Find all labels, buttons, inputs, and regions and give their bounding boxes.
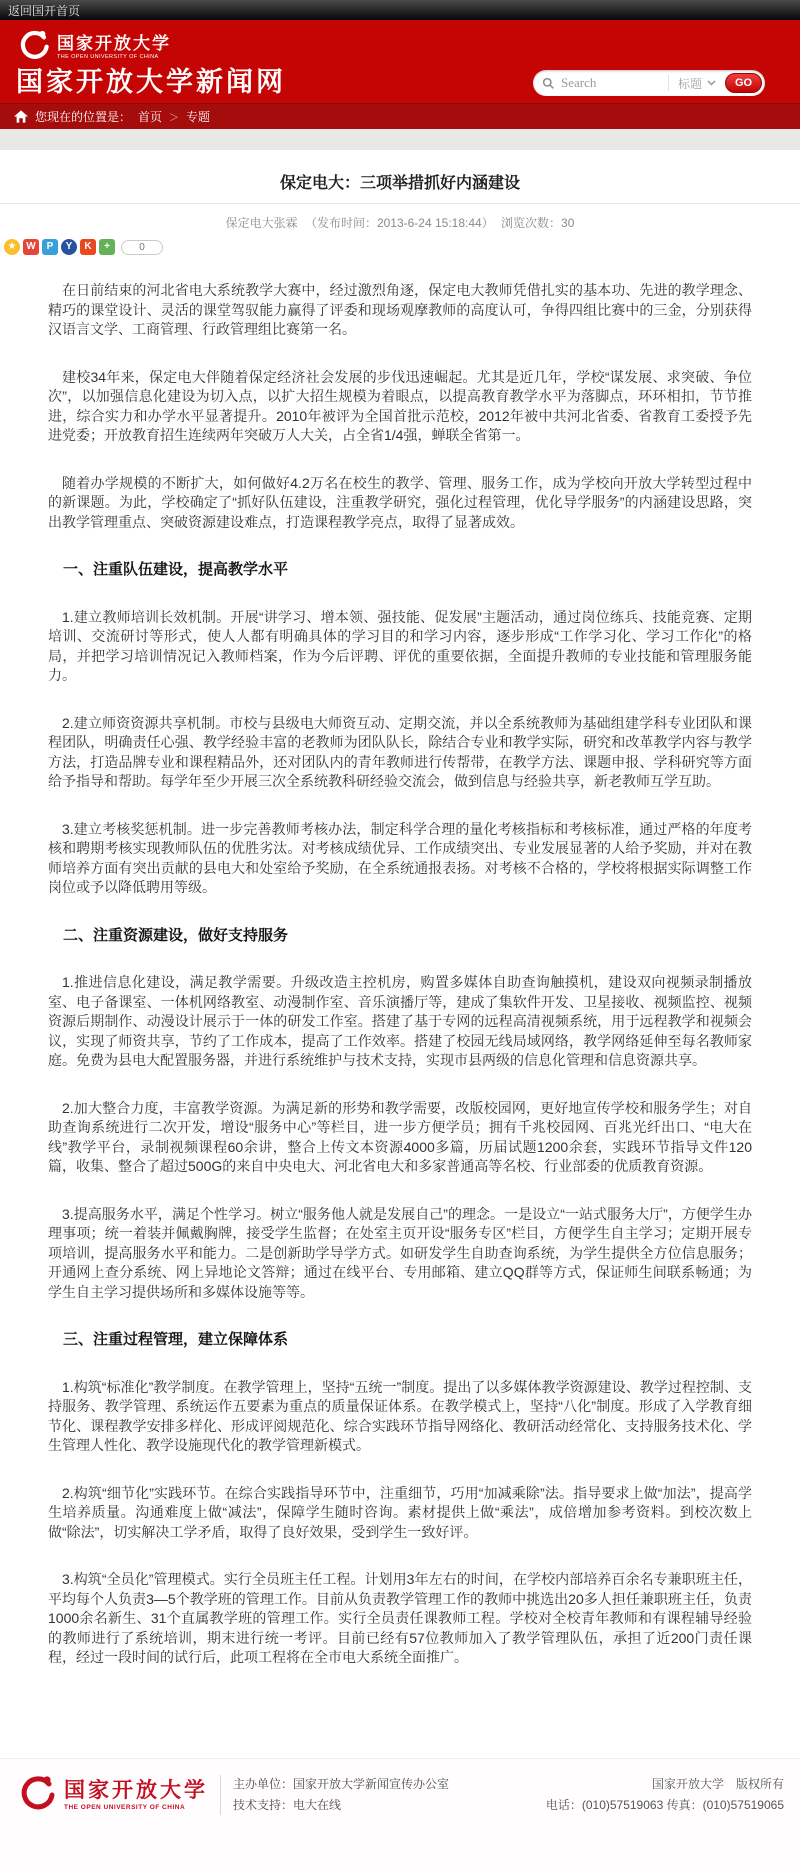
footer-logo-name-cn: 国家开放大学 bbox=[64, 1778, 208, 1802]
article-paragraph: 3.建立考核奖惩机制。进一步完善教师考核办法，制定科学合理的量化考核指标和考核标准，通过严格的年度考核和聘期考核实现教师队伍的优胜劣汰。对考核成绩优异、工作成绩突出、专业发展显著的人给予奖励，并对在教师培养方面有突出贡献的县电大和处室给予奖励，在全系统通报表扬。对考核不合格的，学校将根据实际调整工作岗位或予以降低聘用等级。 bbox=[48, 820, 752, 895]
title-divider bbox=[0, 203, 800, 204]
article-title: 保定电大：三项举措抓好内涵建设 bbox=[279, 175, 520, 192]
breadcrumb-prefix: 您现在的位置是： bbox=[35, 110, 132, 124]
article-paragraph: 3.提高服务水平，满足个性学习。树立“服务他人就是发展自己”的理念。一是设立“一站式服务大厅”，方便学生办理事项；统一着装并佩戴胸牌，接受学生监督；在处室主页开设“服务专区”栏目，方便学生自主学习；定期开展专项培训，提高服务水平和能力。二是创新助学导学方式。如研发学生自助查询系统，为学生提供全方位信息服务；开通网上查分系统、网上异地论文答辩；通过在线平台、专用邮箱、建立QQ群等方式，保证师生间联系畅通；为学生自主学习提供场所和多媒体设施等等。 bbox=[48, 1205, 752, 1300]
article-paragraph: 在日前结束的河北省电大系统教学大赛中，经过激烈角逐，保定电大教师凭借扎实的基本功、先进的教学理念、精巧的课堂设计、灵活的课堂驾驭能力赢得了评委和现场观摩教师的高度认可，争得四组比赛中的三金，分别获得汉语言文学、工商管理、行政管理组比赛第一名。 bbox=[48, 282, 752, 337]
article-paragraph: 3.构筑“全员化”管理模式。实行全员班主任工程。计划用3年左右的时间，在学校内部培养百余名专兼职班主任，平均每个人负责3—5个教学班的管理工作。目前从负责教学管理工作的教师中挑选出20多人担任兼职班主任，负责1000余名新生、31个直属教学班的管理工作。实行全员责任课教师工程。学校对全校青年教师和有课程辅导经验的教师进行了系统培训，期末进行统一考评。目前已经有57位教师加入了教学管理队伍，承担了近200门责任课程，经过一段时间的试行后，此项工程将在全市电大系统全面推广。 bbox=[48, 1571, 752, 1665]
search-input[interactable] bbox=[555, 75, 668, 91]
breadcrumb-separator: ＞ bbox=[169, 113, 180, 124]
article-meta bbox=[48, 214, 752, 231]
article-container bbox=[0, 150, 800, 1758]
search-go-button[interactable]: GO bbox=[725, 73, 762, 93]
article-paragraph: 1.构筑“标准化”教学制度。在教学管理上，坚持“五统一”制度。提出了以多媒体教学资源建设、教学过程控制、支持服务、教学管理、系统运作五要素为重点的质量保证体系。在教学模式上，坚持“八化”制度。形成了入学教育细节化、课程教学安排多样化、形成评阅规范化、综合实践环节指导网络化、教研活动经常化、支持服务技术化、学生管理人性化、教学设施现代化的教学管理新模式。 bbox=[48, 1378, 752, 1453]
site-title: 国家开放大学新闻网 bbox=[16, 67, 286, 97]
breadcrumb-current-link[interactable]: 专题 bbox=[186, 110, 211, 124]
search-icon bbox=[542, 77, 555, 90]
footer-copyright-line: 国家开放大学 版权所有 bbox=[651, 1776, 784, 1791]
article-paragraph: 1.建立教师培训长效机制。开展“讲学习、增本领、强技能、促发展”主题活动，通过岗位练兵、技能竞赛、定期培训、交流研讨等形式，使人人都有明确具体的学习目的和学习内容，逐步形成“工作学习化、学习工作化”的格局，并把学习培训情况记入教师档案，作为今后评聘、评优的重要依据，全面提升教师的专业技能和管理服务能力。 bbox=[48, 608, 752, 683]
logo-name-en: THE OPEN UNIVERSITY OF CHINA bbox=[57, 53, 159, 60]
renren-share-icon[interactable]: Y bbox=[61, 239, 77, 255]
top-utility-bar bbox=[0, 0, 800, 20]
article-author: 保定电大张霖 bbox=[225, 216, 298, 230]
ouc-swoosh-icon bbox=[16, 1773, 56, 1818]
share-count-badge: 0 bbox=[121, 240, 163, 255]
search-category-label: 标题 bbox=[677, 76, 702, 91]
tencent-weibo-share-icon[interactable]: P bbox=[42, 239, 58, 255]
sina-weibo-share-icon[interactable]: W bbox=[23, 239, 39, 255]
footer-logo[interactable] bbox=[16, 1773, 208, 1818]
article-paragraph: 2.建立师资资源共享机制。市校与县级电大师资互动、定期交流，并以全系统教师为基础组建学科专业团队和课程团队，明确责任心强、教学经验丰富的老教师为团队队长，除结合专业和教学实际，研究和改革教学内容与教学方法，打造品牌专业和课程精品外，还对团队内的青年教师进行传帮带，在教学方法、课题申报、学科研究等方面给予指导和帮助。每学年至少开展三次全系统教科研经验交流会，做到信息与经验共享，新老教师互学互助。 bbox=[48, 714, 752, 789]
article-view-count: 浏览次数：30 bbox=[501, 216, 575, 230]
site-footer bbox=[0, 1758, 800, 1870]
footer-divider bbox=[220, 1775, 221, 1815]
footer-copyright-block bbox=[546, 1773, 784, 1816]
search-bar bbox=[533, 70, 765, 96]
page-background-gap bbox=[0, 129, 800, 150]
footer-organizer-line: 主办单位：国家开放大学新闻宣传办公室 bbox=[233, 1776, 450, 1791]
footer-tech-support-line: 技术支持：电大在线 bbox=[233, 1797, 342, 1812]
logo-name-cn: 国家开放大学 bbox=[57, 33, 171, 53]
article-paragraph: 2.构筑“细节化”实践环节。在综合实践指导环节中，注重细节，巧用“加减乘除”法。指导要求上做“加法”，提高学生培养质量。沟通难度上做“减法”，保障学生随时咨询。素材提供上做“乘法”，成倍增加参考资料。到校次数上做“除法”，切实解决工学矛盾，取得了良好效果，受到学生一致好评。 bbox=[48, 1484, 752, 1540]
home-icon bbox=[14, 110, 28, 123]
chevron-down-icon bbox=[707, 80, 716, 86]
breadcrumb bbox=[0, 103, 800, 129]
site-header bbox=[0, 20, 800, 103]
article-publish-time: （发布时间：2013-6-24 15:18:44） bbox=[304, 216, 494, 230]
section-heading: 三、注重过程管理，建立保障体系 bbox=[63, 1331, 289, 1348]
search-category-dropdown[interactable] bbox=[668, 75, 725, 91]
article-paragraph: 随着办学规模的不断扩大，如何做好4.2万名在校生的教学、管理、服务工作，成为学校向开放大学转型过程中的新课题。为此，学校确定了“抓好队伍建设，注重教学研究，强化过程管理，优化导学服务”的内涵建设思路，突出教学管理重点、突破资源建设难点，打造课程教学亮点，取得了显著成效。 bbox=[48, 474, 752, 530]
footer-contact-line: 电话：(010)57519063 传真：(010)57519065 bbox=[545, 1797, 784, 1812]
article-paragraph: 建校34年来，保定电大伴随着保定经济社会发展的步伐迅速崛起。尤其是近几年，学校“谋发展、求突破、争位次”，以加强信息化建设为切入点，以扩大招生规模为着眼点，以提高教育教学水平为落脚点，环环相扣，节节推进，综合实力和办学水平显著提升。2010年被评为全国首批示范校，2012年被中共河北省委、省教育工委授予先进党委；开放教育招生连续两年突破万人大关，占全省1/4强，蝉联全省第一。 bbox=[48, 368, 752, 443]
article-body bbox=[48, 281, 752, 1668]
breadcrumb-home-link[interactable]: 首页 bbox=[138, 110, 163, 124]
qzone-share-icon[interactable]: ★ bbox=[4, 239, 20, 255]
section-heading: 一、注重队伍建设，提高教学水平 bbox=[63, 561, 289, 578]
article-paragraph: 1.推进信息化建设，满足教学需要。升级改造主控机房，购置多媒体自助查询触摸机，建设双向视频录制播放室、电子备课室、一体机网络教室、动漫制作室、音乐演播厅等，建成了集软件开发、卫星接收、视频监控、视频资源后期制作、动漫设计展示于一体的研发工作室。搭建了基于专网的远程高清视频系统，用于远程教学和视频会议，实现了师资共享，节约了工作成本，提高了工作效率。搭建了校园无线局域网络，教学网络延伸至每名教师家庭。免费为县电大配置服务器，并进行系统维护与技术支持，实现市县两级的信息化管理和信息资源共享。 bbox=[48, 974, 752, 1068]
share-toolbar bbox=[4, 239, 752, 255]
section-heading: 二、注重资源建设，做好支持服务 bbox=[63, 926, 289, 944]
article-paragraph: 2.加大整合力度，丰富教学资源。为满足新的形势和教学需要，改版校园网，更好地宣传学校和服务学生；对自助查询系统进行二次开发，增设“服务中心”等栏目，进一步方便学员；拥有千兆校园网、百兆光纤出口、“电大在线”教学平台，录制视频课程60余讲，整合上传文本资源4000多篇，历届试题1200余套，实践环节指导文件120篇，收集、整合了超过500G的来自中央电大、河北省电大和多家普通高等名校、行业部委的优质教育资源。 bbox=[48, 1099, 752, 1174]
back-to-home-link[interactable]: 返回国开首页 bbox=[8, 3, 81, 18]
more-share-icon[interactable]: + bbox=[99, 239, 115, 255]
kaixin-share-icon[interactable]: K bbox=[80, 239, 96, 255]
footer-logo-name-en: THE OPEN UNIVERSITY OF CHINA bbox=[64, 1803, 186, 1811]
footer-organizer-block bbox=[233, 1773, 449, 1816]
